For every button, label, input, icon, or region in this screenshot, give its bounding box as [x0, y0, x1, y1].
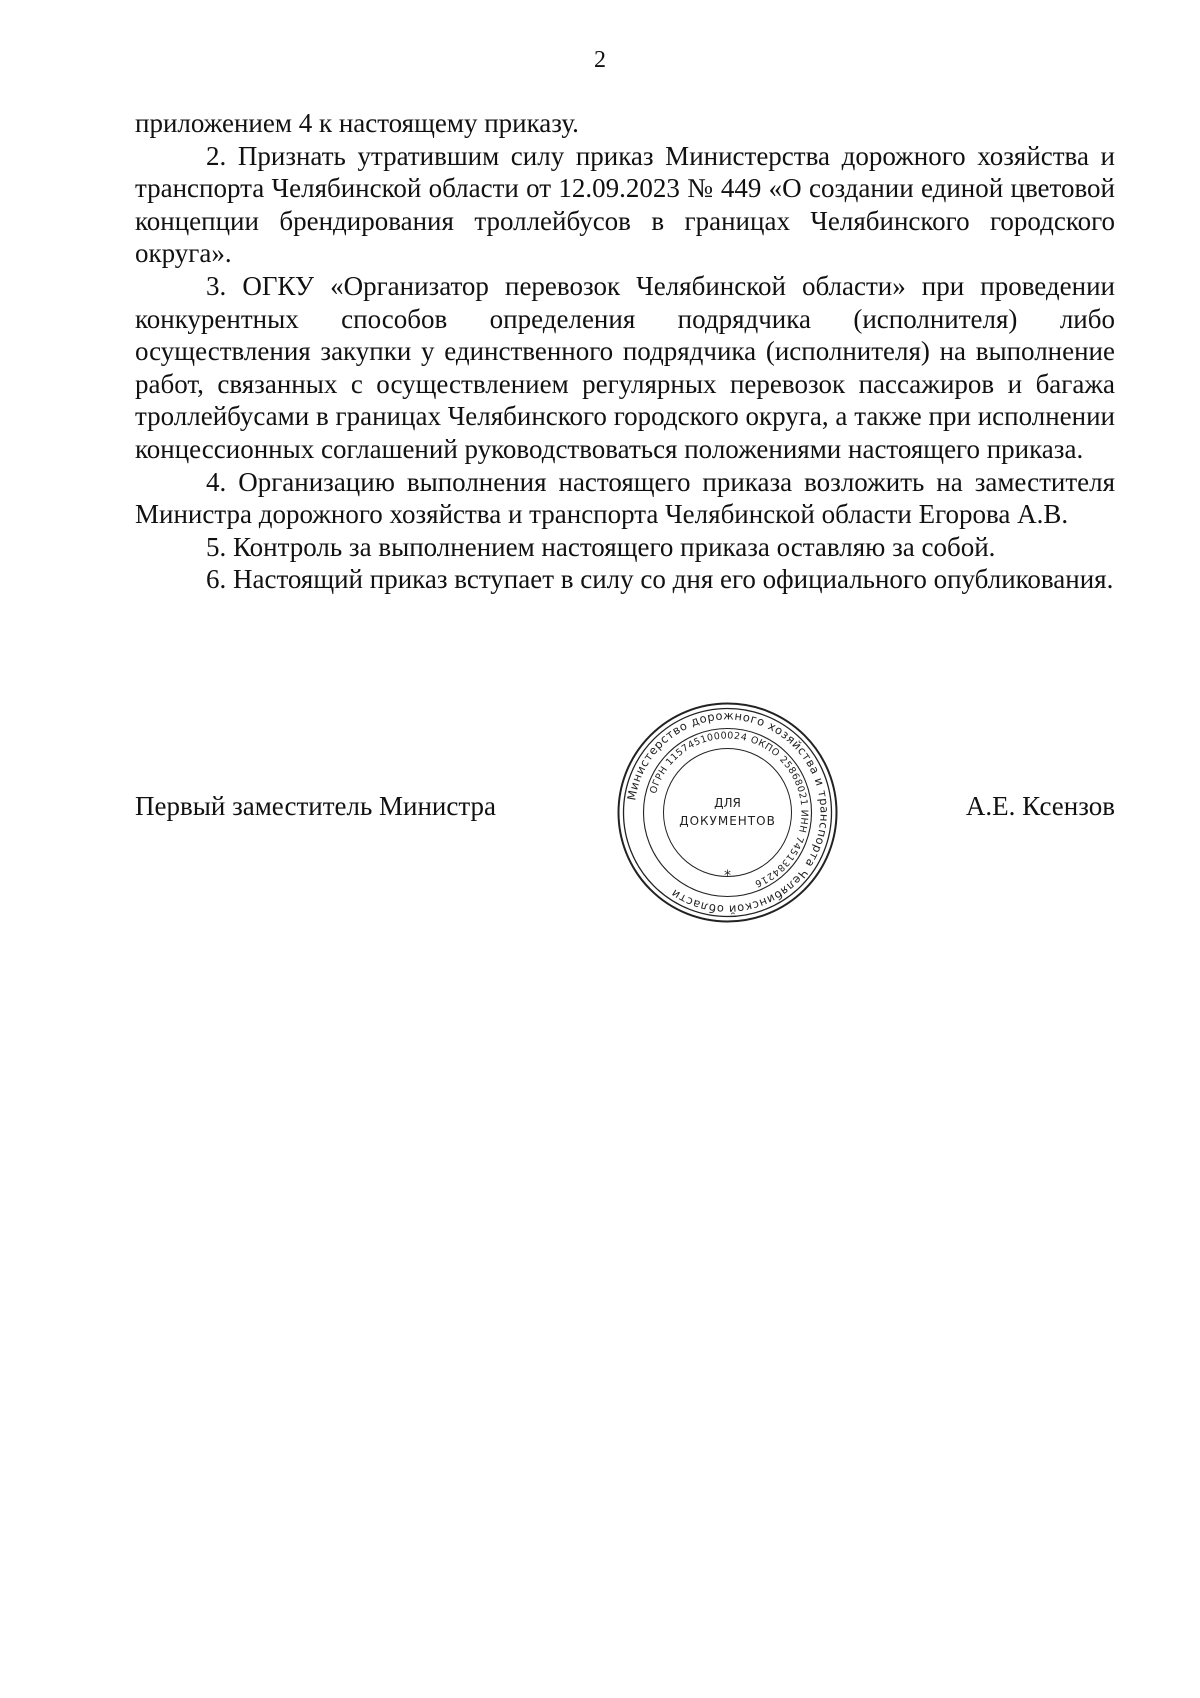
stamp-center-line1: ДЛЯ	[714, 796, 741, 810]
stamp-outer-text: Министерство дорожного хозяйства и транспорта Челябинской области	[624, 708, 832, 917]
page-number: 2	[594, 47, 606, 73]
signer-position: Первый заместитель Министра	[135, 791, 496, 821]
stamp-inner-text: ОГРН 1157451000024 ОКПО 25868021 ИНН 7451384216	[648, 730, 810, 890]
stamp-inner-ring	[664, 749, 792, 877]
paragraph-item-4: 4. Организацию выполнения настоящего приказа возложить на заместителя Министра дорожного хозяйства и транспорта Челябинской области Егорова А.В.	[135, 466, 1115, 530]
stamp-graphic	[615, 700, 840, 925]
paragraph-item-3: 3. ОГКУ «Организатор перевозок Челябинской области» при проведении конкурентных способов определения подрядчика (исполнителя) либо осуществления закупки у единственного подрядчика (исполнителя) на выполнение работ, связанных с осуществлением регулярных перевозок пассажиров и багажа троллейбусами в границах Челябинского городского округа, а также при исполнении концессионных соглашений руководствоваться положениями настоящего приказа.	[135, 270, 1115, 464]
document-body	[135, 107, 1115, 596]
stamp-center-line2: ДОКУМЕНТОВ	[679, 814, 776, 828]
paragraph-continuation: приложением 4 к настоящему приказу.	[135, 108, 579, 138]
paragraph-item-5: 5. Контроль за выполнением настоящего приказа оставляю за собой.	[206, 531, 996, 562]
paragraph-item-6: 6. Настоящий приказ вступает в силу со дня его официального опубликования.	[206, 564, 1114, 595]
paragraph-item-2: 2. Признать утратившим силу приказ Министерства дорожного хозяйства и транспорта Челябинской области от 12.09.2023 № 449 «О создании единой цветовой концепции брендирования троллейбусов в границах Челябинского городского округа».	[135, 140, 1115, 269]
stamp-mark: *	[724, 868, 731, 884]
signer-name: А.Е. Ксензов	[965, 791, 1115, 821]
official-stamp	[615, 700, 840, 925]
